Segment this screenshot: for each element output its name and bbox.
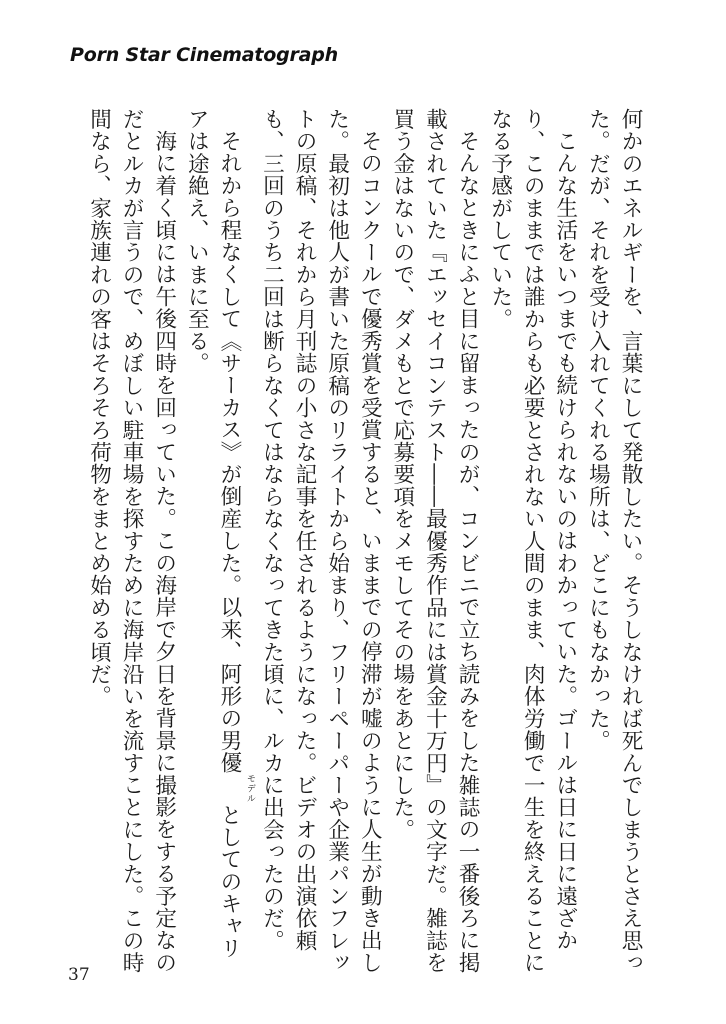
ruby-reading: モデル (244, 773, 255, 804)
paragraph-text: それから程なくして《サーカス》が倒産した。以来、阿形の男優 (216, 129, 242, 774)
paragraph-with-ruby (180, 108, 255, 978)
paragraph: 海に着く頃には午後四時を回っていた。この海岸で夕日を背景に撮影をする予定なのだとルカが言うので、めぼしい駐車場を探すために海岸沿いを流すことにした。この時間なら、家族連れの客はそろそろ荷物をまとめ始める頃だ。 (86, 108, 177, 974)
ruby-annotation (217, 773, 255, 804)
paragraph: 何かのエネルギーを、言葉にして発散したい。そうしなければ死んでしまうとさえ思った。だが、それを受け入れてくれる場所は、どこにもなかった。 (585, 108, 643, 974)
page-number: 37 (68, 965, 90, 985)
vertical-body-text (82, 108, 646, 978)
paragraph: そんなときにふと目に留まったのが、コンビニで立ち読みをした雑誌の一番後ろに掲載されていた『エッセイコンテスト――最優秀作品には賞金十万円』の文字だ。雑誌を買う金はないので、ダメもとで応募要項をメモしてその場をあとにした。 (389, 108, 481, 974)
paragraph-text: としてのキャリアは途絶え、いまに至る。 (184, 108, 242, 959)
paragraph: そのコンクールで優秀賞を受賞すると、いままでの停滞が嘘のように人生が動き出した。最初は他人が書いた原稿のリライトから始まり、フリーペーパーや企業パンフレットの原稿、それから月刊誌の小さな記事を任されるようになった。ビデオの出演依頼も、三回のうち二回は断らなくてはならなくなってきた頃に、ルカに出会ったのだ。 (259, 108, 383, 974)
paragraph: こんな生活をいつまでも続けられないのはわかっていた。ゴールは日に日に遠ざかり、このままでは誰からも必要とされない人間のまま、肉体労働で一生を終えることになる予感がしていた。 (487, 108, 578, 974)
running-title: Porn Star Cinematograph (70, 44, 339, 66)
